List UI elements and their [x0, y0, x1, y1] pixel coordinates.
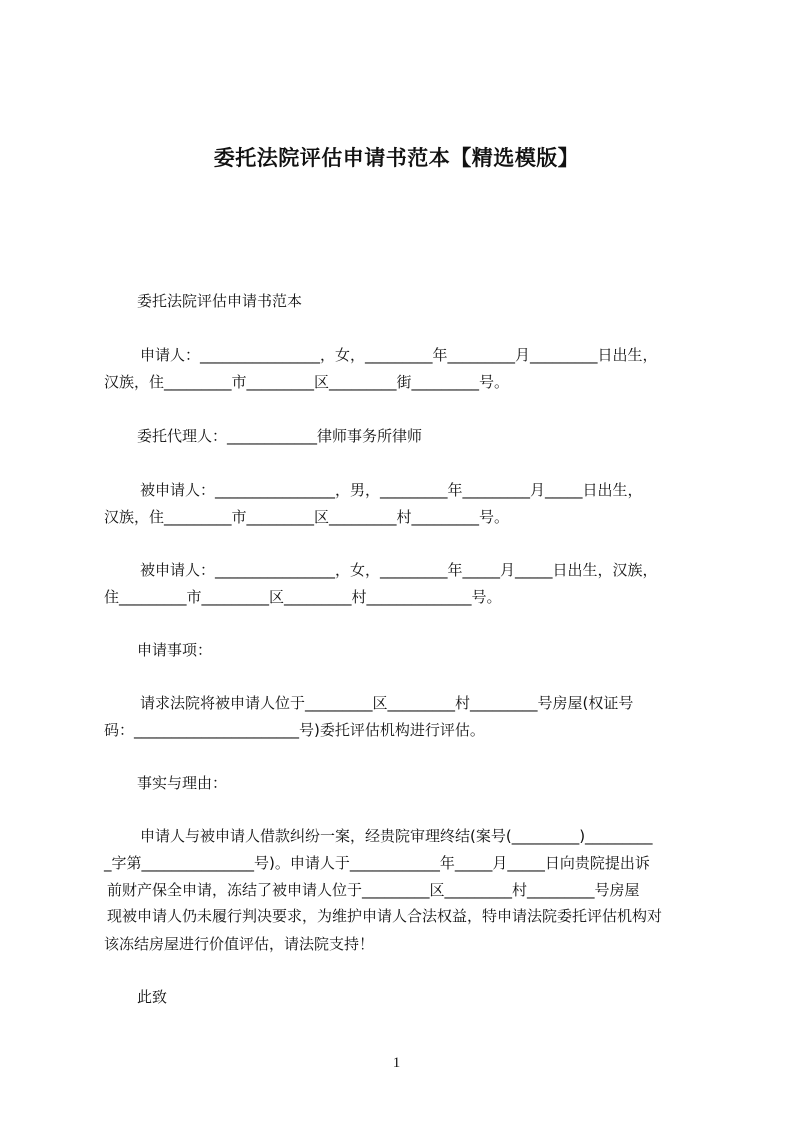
applicant-line-1: 申请人：________________，女，_________年_________月_________日出生，: [140, 346, 658, 364]
facts-line-4: 现被申请人仍未履行判决要求，为维护申请人合法权益，特申请法院委托评估机构对: [107, 907, 663, 925]
facts-line-2: _字第_______________号)。申请人于____________年_____月_____日向贵院提出诉: [104, 854, 650, 872]
respondent-2-line-2: 住_________市_________区_________村______________号。: [104, 588, 502, 606]
request-line-1: 请求法院将被申请人位于_________区_________村_________号房屋(权证号: [140, 694, 634, 712]
section-heading: 委托法院评估申请书范本: [137, 292, 303, 310]
respondent-1-line-2: 汉族，住_________市_________区_________村_________号。: [104, 508, 510, 526]
facts-line-1: 申请人与被申请人借款纠纷一案，经贵院审理终结(案号(_________)_________: [140, 827, 653, 845]
facts-line-5: 该冻结房屋进行价值评估，请法院支持！: [104, 935, 375, 953]
page-number: 1: [392, 1055, 401, 1071]
facts-line-3: 前财产保全申请，冻结了被申请人位于_________区_________村_________号房屋: [107, 881, 640, 899]
facts-heading: 事实与理由：: [137, 774, 228, 792]
closing-line: 此致: [137, 988, 168, 1006]
request-line-2: 码：______________________号)委托评估机构进行评估。: [104, 721, 485, 739]
respondent-2-line-1: 被申请人：________________，女，_________年_____月_____日出生，汉族，: [140, 561, 658, 579]
document-title: 委托法院评估申请书范本【精选模版】: [213, 146, 580, 170]
applicant-line-2: 汉族，住_________市_________区_________街_________号。: [104, 373, 510, 391]
respondent-1-line-1: 被申请人：________________，男，_________年_________月_____日出生，: [140, 481, 643, 499]
request-heading: 申请事项：: [137, 641, 213, 659]
agent-line: 委托代理人：____________律师事务所律师: [137, 427, 423, 445]
